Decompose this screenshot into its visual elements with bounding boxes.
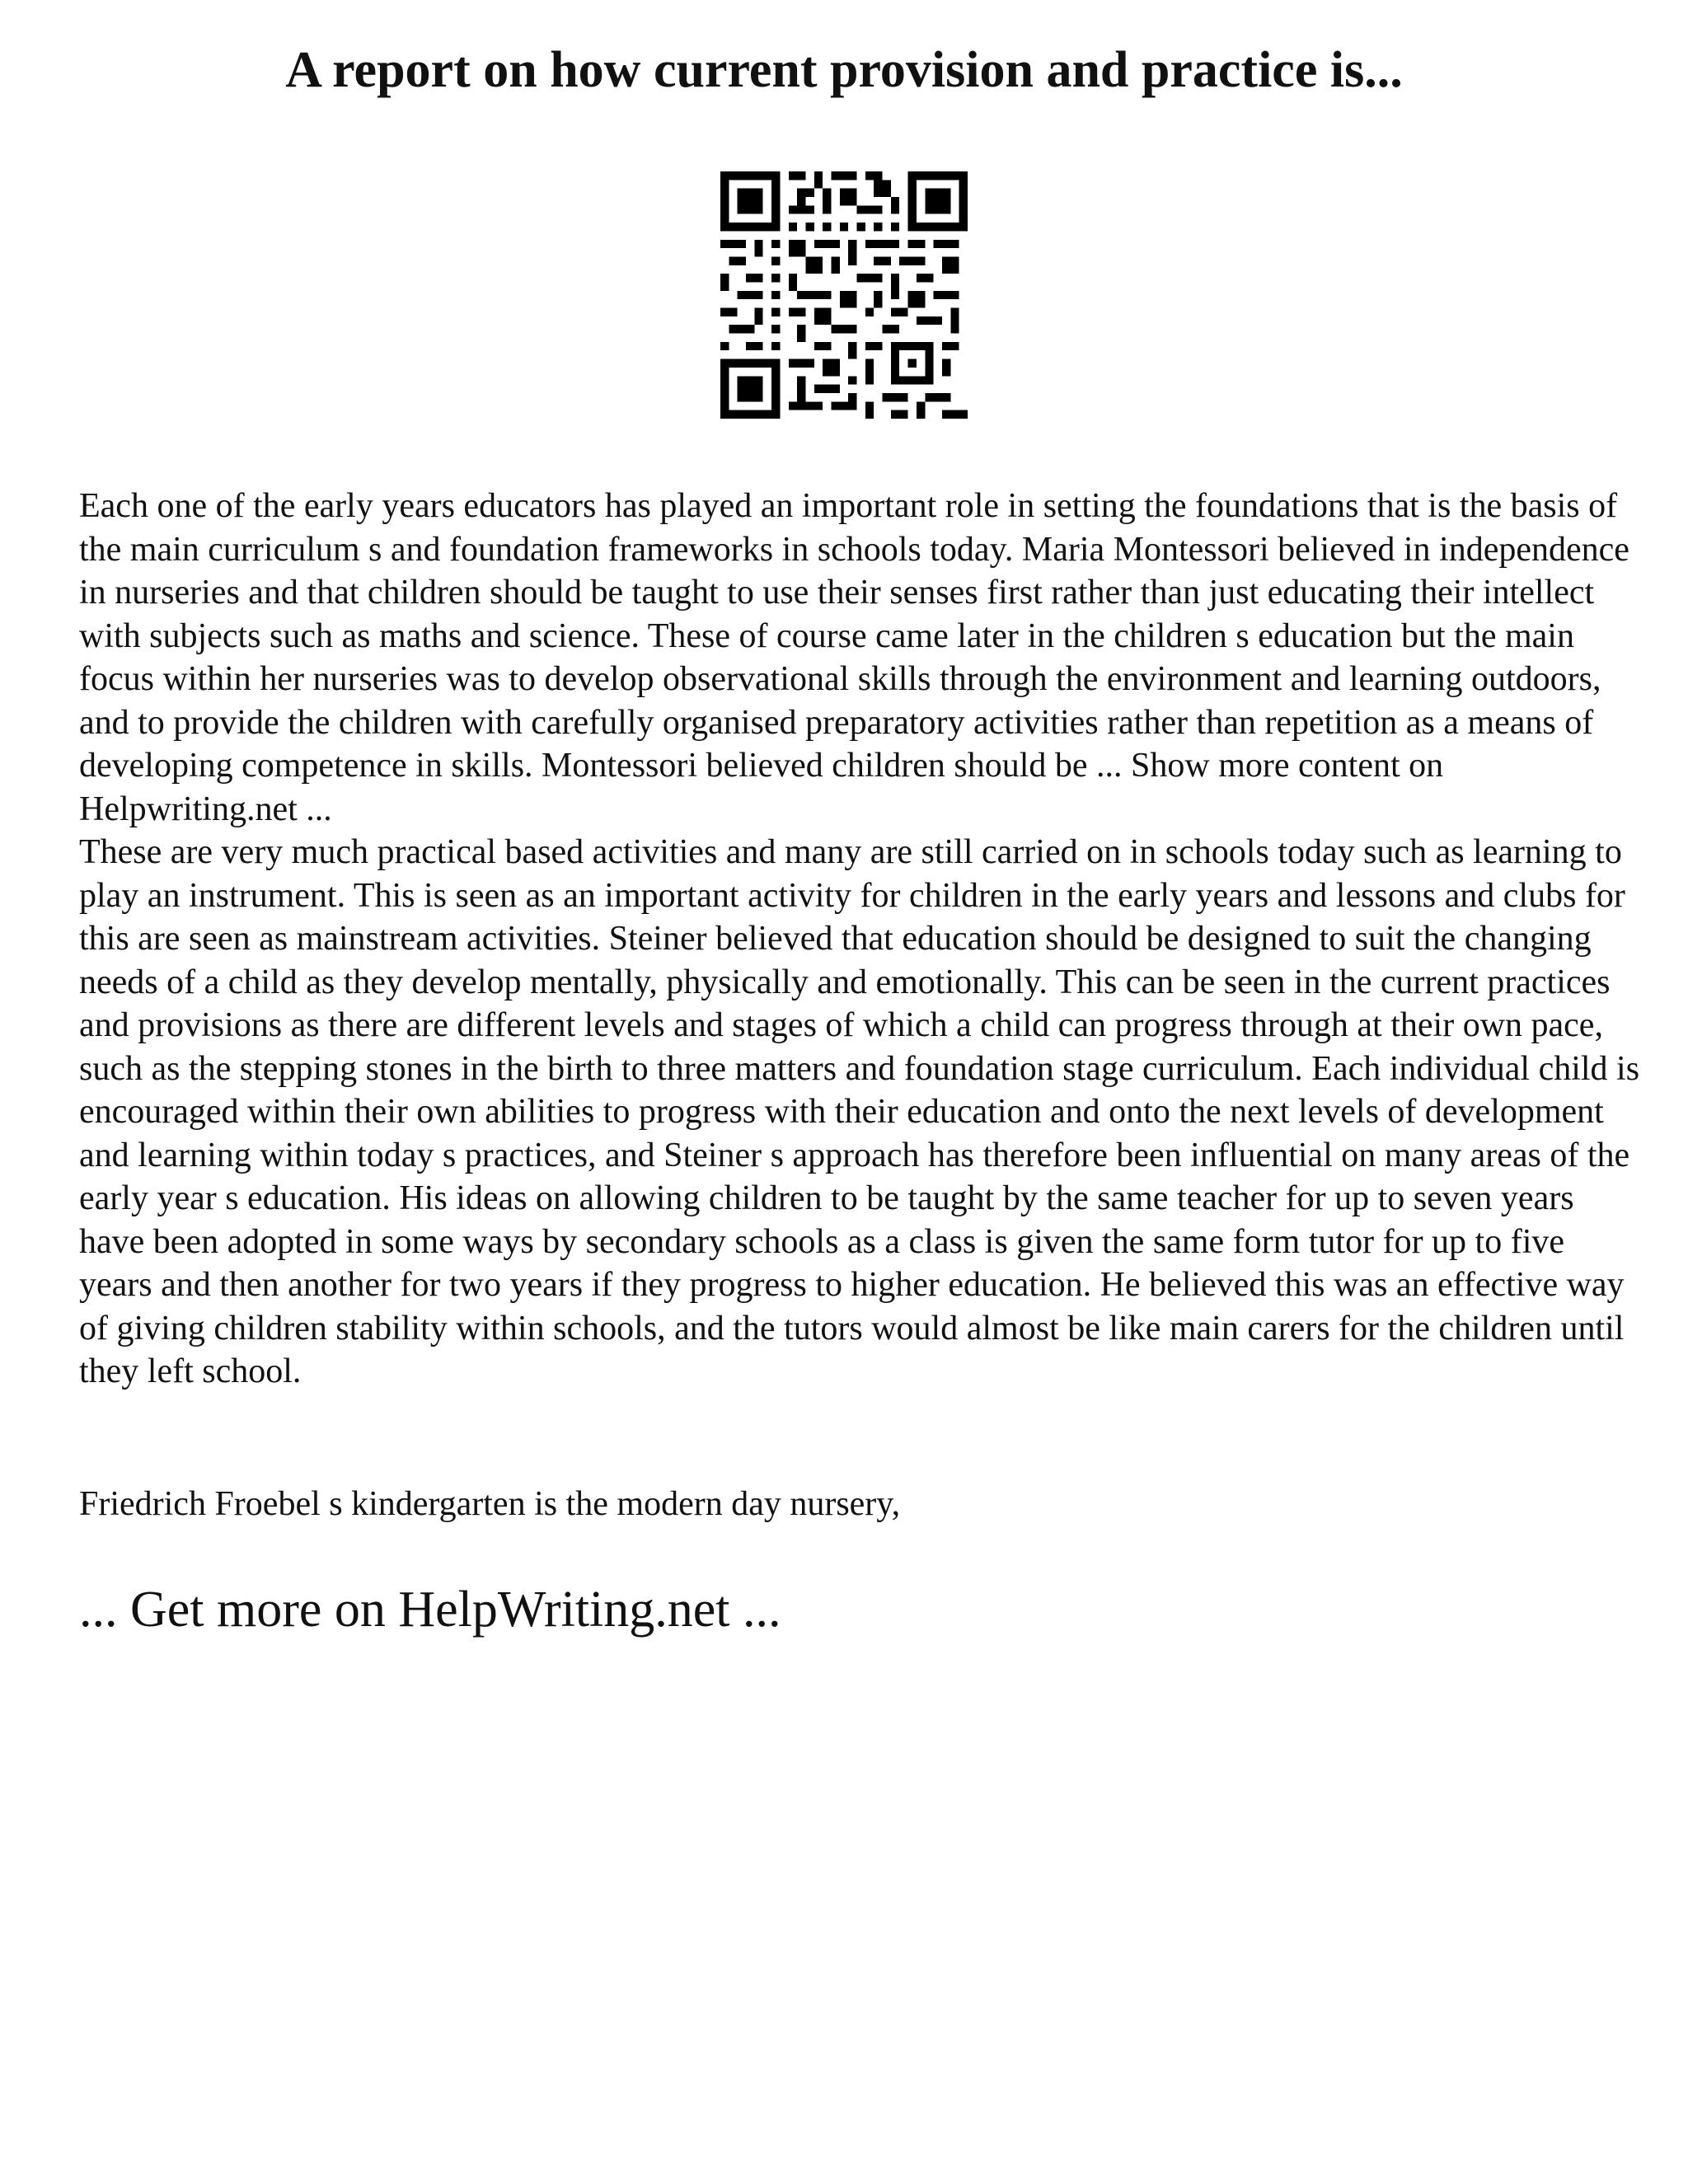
paragraph: Each one of the early years educators has played an important role in setting the foundations that is the basis of the main curriculum s and foundation frameworks in schools today. Maria Montessori believed in independence in nurseries and that children should be taught to use their senses first rather than just educating their intellect with subjects such as maths and science. These of course came later in the children s education but the main focus within her nurseries was to develop observational skills through the environment and learning outdoors, and to provide the children with carefully organised preparatory activities rather than repetition as a means of developing competence in skills. Montessori believed children should be ... Show more content on Helpwriting.net ... xyxy=(79,487,1629,828)
closing-line: Friedrich Froebel s kindergarten is the modern day nursery, xyxy=(79,1485,901,1523)
paragraph: These are very much practical based activities and many are still carried on in schools today such as learning to play an instrument. This is seen as an important activity for children in the early years and lessons and clubs for this are seen as mainstream activities. Steiner believed that education should be designed to suit the changing needs of a child as they develop mentally, physically and emotionally. This can be seen in the current practices and provisions as there are different levels and stages of which a child can progress through at their own pace, such as the stepping stones in the birth to three matters and foundation stage curriculum. Each individual child is encouraged within their own abilities to progress with their education and onto the next levels of development and learning within today s practices, and Steiner s approach has therefore been influential on many areas of the early year s education. His ideas on allowing children to be taught by the same teacher for up to seven years have been adopted in some ways by secondary schools as a class is given the same form tutor for up to five years and then another for two years if they progress to higher education. He believed this was an effective way of giving children stability within schools, and the tutors would almost be like main carers for the children until they left school. xyxy=(79,833,1640,1390)
document-title: A report on how current provision and practice is... xyxy=(285,42,1403,98)
qr-code-icon xyxy=(720,171,968,419)
get-more-link[interactable]: ... Get more on HelpWriting.net ... xyxy=(79,1582,781,1638)
article-body xyxy=(79,485,1645,1394)
